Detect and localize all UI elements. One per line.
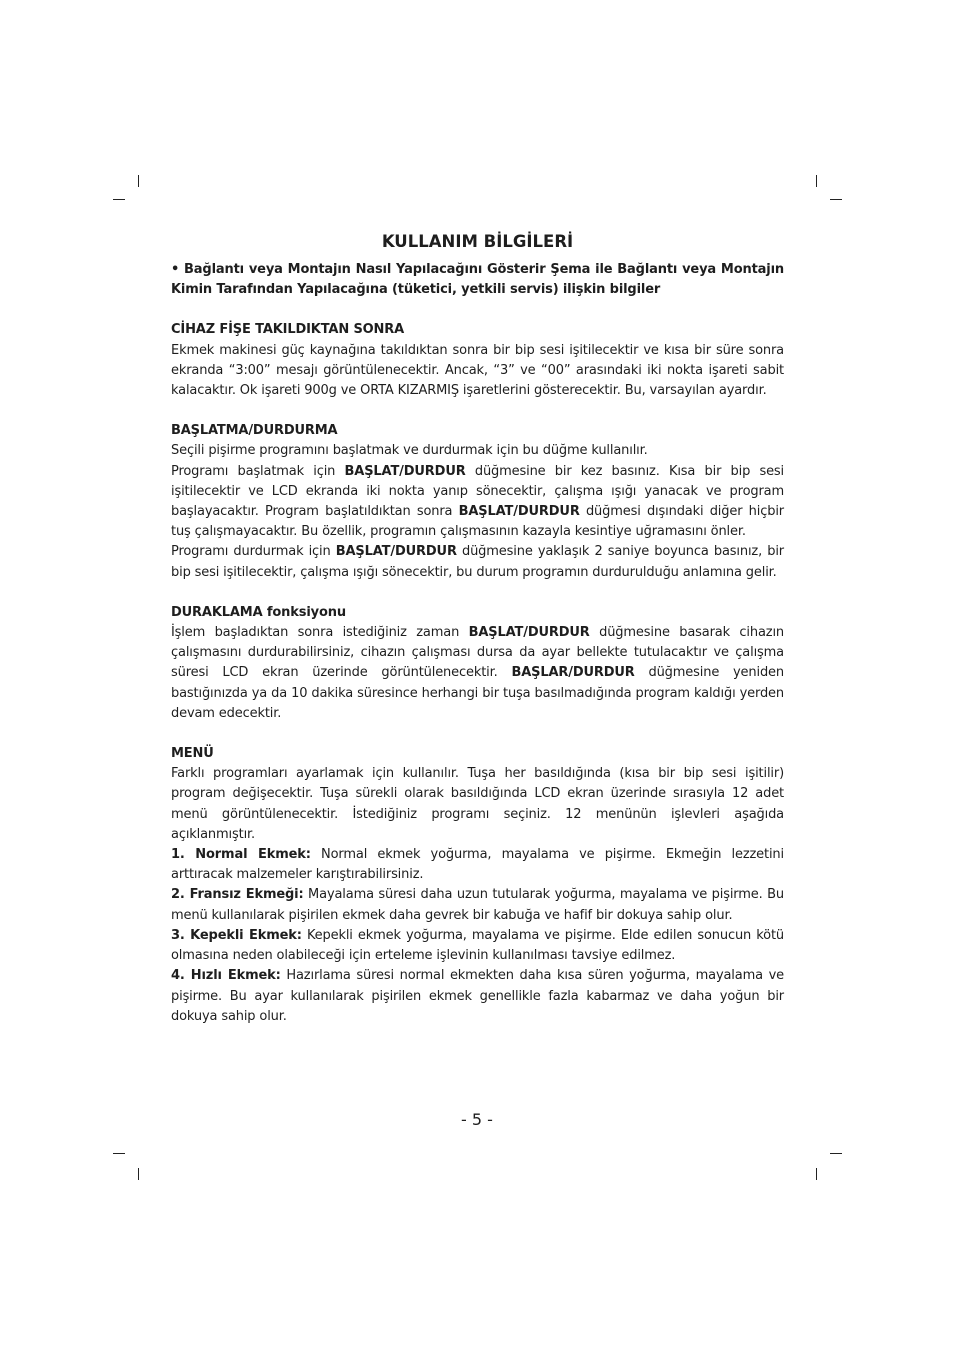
section-plug-in — [171, 320, 784, 401]
menu-item-description — [171, 885, 784, 925]
menu-item-label: 4. Hızlı Ekmek: — [171, 968, 281, 984]
crop-mark — [830, 199, 842, 200]
crop-mark — [830, 1153, 842, 1154]
menu-item-description — [171, 845, 784, 885]
text-run: Hazırlama süresi normal ekmekten daha kısa süren yoğurma, mayalama ve pişirme. Bu ayar kullanılarak pişirilen ekmek genellikle fazla kabarmaz ve daha yoğun bir dokuya sahip olur. — [171, 968, 784, 1024]
section-start-stop — [171, 421, 784, 583]
menu-item-description — [171, 966, 784, 1027]
section-title: BAŞLATMA/DURDURMA — [171, 423, 338, 439]
menu-item-label: 1. Normal Ekmek: — [171, 847, 311, 863]
page-number: - 5 - — [461, 1110, 493, 1129]
button-reference: BAŞLAT/DURDUR — [468, 625, 590, 641]
paragraph: Farklı programları ayarlamak için kullanılır. Tuşa her basıldığında (kısa bir bip sesi işitilir) program değişecektir. Tuşa sürekli olarak basıldığında LCD ekran üzerinde sırasıyla 12 adet menü görüntülenecektir. İstediğiniz programı seçiniz. 12 menünün işlevleri aşağıda açıklanmıştır. — [171, 766, 784, 842]
crop-mark — [113, 199, 125, 200]
text-run: Programı durdurmak için — [171, 544, 336, 560]
section-title: DURAKLAMA fonksiyonu — [171, 604, 346, 620]
crop-mark — [138, 1168, 139, 1180]
text-run: Normal ekmek yoğurma, mayalama ve pişirme. Ekmeğin lezzetini arttıracak malzemeler karıştırabilirsiniz. — [171, 847, 784, 883]
menu-item-label: 3. Kepekli Ekmek: — [171, 927, 302, 943]
paragraph — [171, 542, 784, 582]
crop-mark — [138, 175, 139, 187]
page-title: KULLANIM BİLGİLERİ — [381, 232, 574, 251]
intro-bullet: • Bağlantı veya Montajın Nasıl Yapılacağını Gösterir Şema ile Bağlantı veya Montajın Kimin Tarafından Yapılacağına (tüketici, yetkili servis) ilişkin bilgiler — [171, 262, 784, 298]
menu-item-description — [171, 926, 784, 966]
crop-mark — [113, 1153, 125, 1154]
button-reference: BAŞLAT/DURDUR — [335, 544, 457, 560]
menu-item-label: 2. Fransız Ekmeği: — [171, 887, 304, 903]
text-run: Mayalama süresi daha uzun tutularak yoğurma, mayalama ve pişirme. Bu menü kullanılarak pişirilen ekmek daha gevrek bir kabuğa ve hafif bir dokuya sahip olur. — [171, 887, 785, 923]
text-run: Programı başlatmak için — [171, 463, 345, 479]
text-run: düğmesine yaklaşık 2 saniye boyunca basınız, bir bip sesi işitilecektir, çalışma ışığı sönecektir, bu durum programın durdurulduğu anlamına gelir. — [171, 544, 784, 580]
page-content — [171, 230, 784, 1027]
section-pause — [171, 603, 784, 724]
text-run: düğmesi dışındaki diğer hiçbir tuş çalışmayacaktır. Bu özellik, programın çalışmasının kazayla kesintiye uğramasını önler. — [171, 504, 784, 540]
button-reference: BAŞLAT/DURDUR — [458, 504, 580, 520]
text-run: düğmesine bir kez basınız. Kısa bir bip sesi işitilecektir ve LCD ekranda iki nokta yanıp sönecektir, çalışma ışığı yanacak ve program başlayacaktır. Program başlatıldıktan sonra — [171, 463, 784, 520]
text-run: düğmesine yeniden bastığınızda ya da 10 dakika süresince herhangi bir tuşa basılmadığında program kaldığı yerden devam edecektir. — [171, 665, 784, 721]
text-run: düğmesine basarak cihazın çalışmasını durdurabilirsiniz, cihazın çalışması dursa da ayar bellekte tutulacaktır ve çalışma süresi LCD ekran üzerinde görüntülenecektir. — [171, 625, 784, 681]
section-menu — [171, 744, 784, 1027]
text-run: İşlem başladıktan sonra istediğiniz zaman — [171, 625, 469, 641]
crop-mark — [816, 1168, 817, 1180]
paragraph — [171, 623, 784, 724]
text-run: Kepekli ekmek yoğurma, mayalama ve pişirme. Elde edilen sonucun kötü olmasına neden olabileceği için erteleme işlevinin kullanılması tavsiye edilmez. — [171, 927, 785, 964]
section-title: MENÜ — [171, 746, 214, 762]
button-reference: BAŞLAR/DURDUR — [511, 665, 635, 681]
section-title: CİHAZ FİŞE TAKILDIKTAN SONRA — [171, 322, 405, 338]
paragraph: Seçili pişirme programını başlatmak ve durdurmak için bu düğme kullanılır. — [171, 443, 648, 459]
crop-mark — [816, 175, 817, 187]
button-reference: BAŞLAT/DURDUR — [344, 463, 466, 479]
paragraph: Ekmek makinesi güç kaynağına takıldıktan sonra bir bip sesi işitilecektir ve kısa bir süre sonra ekranda “3:00” mesajı görüntülenecektir. Ancak, “3” ve “00” arasındaki iki nokta işareti sabit kalacaktır. Ok işareti 900g ve ORTA KIZARMIŞ işaretlerini gösterecektir. Bu, varsayılan ayardır. — [171, 342, 784, 399]
paragraph — [171, 462, 784, 543]
